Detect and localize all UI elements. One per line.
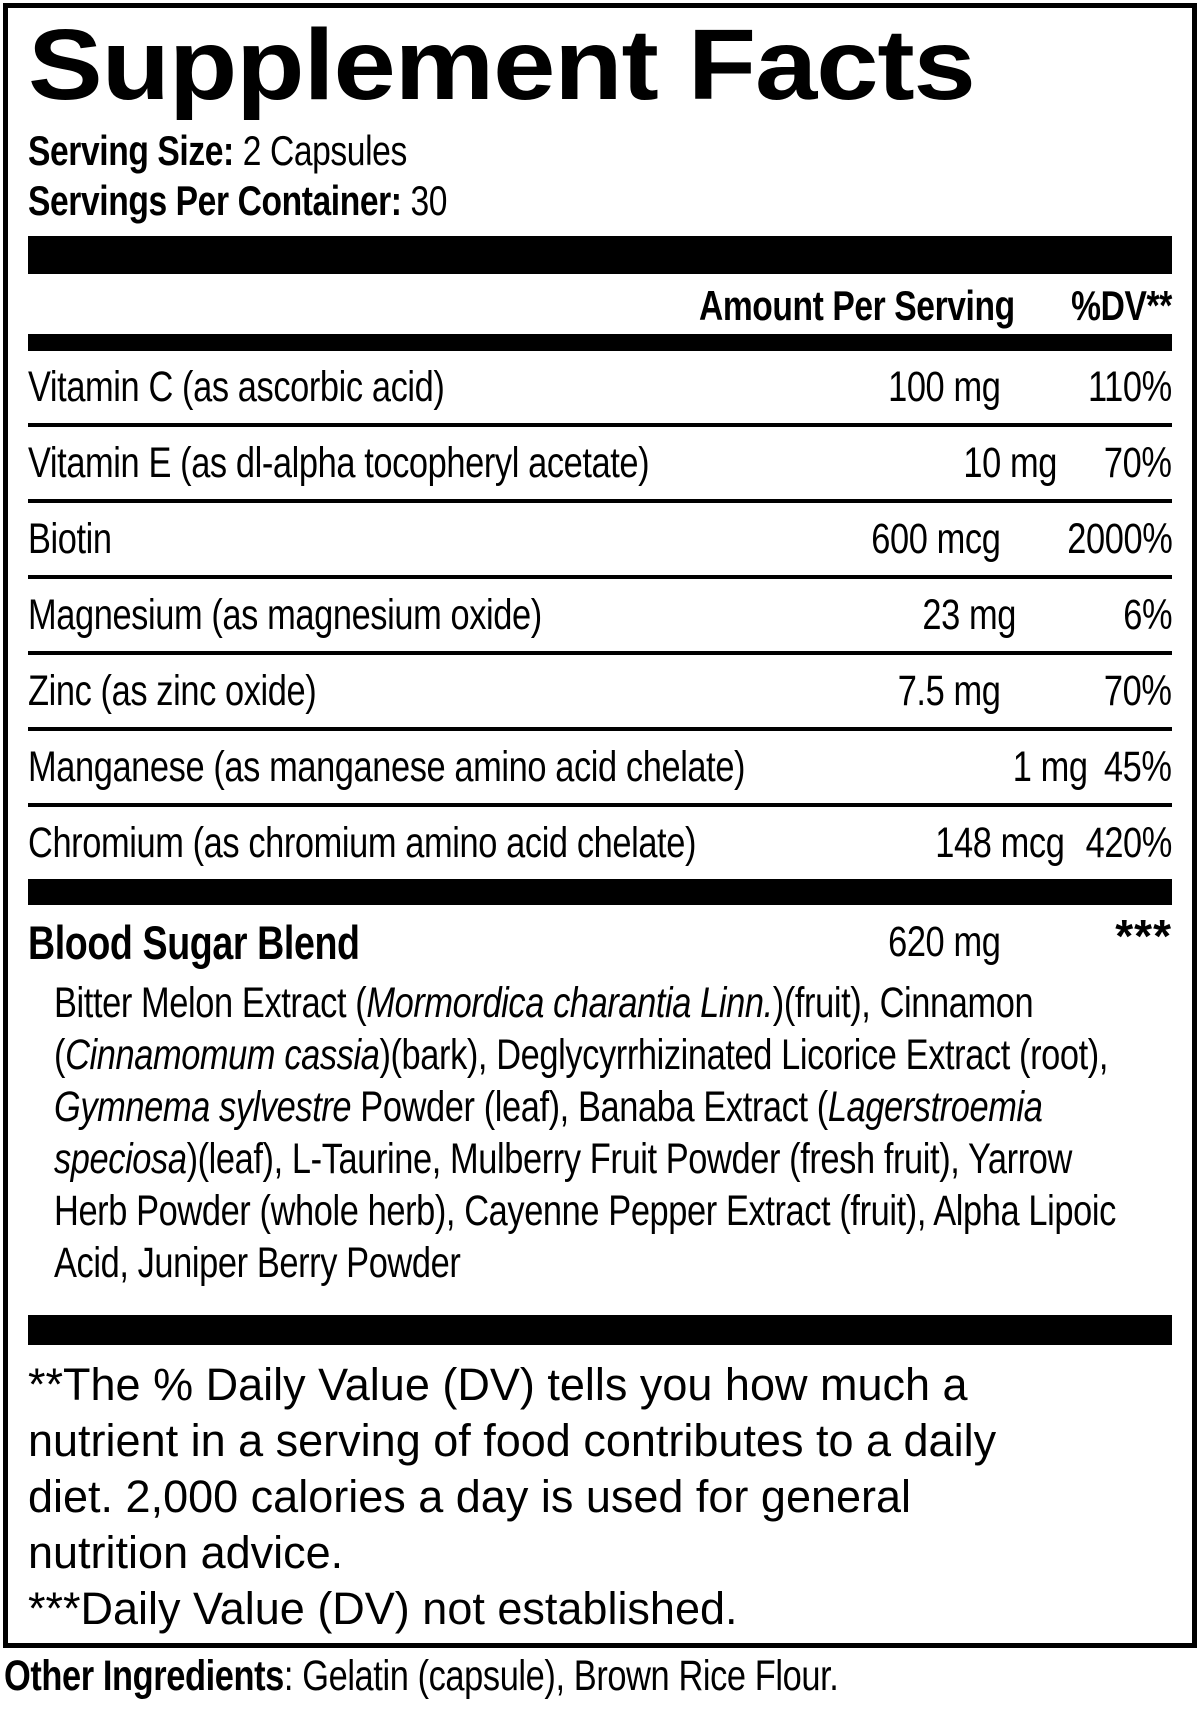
footnote-block [28,1357,1172,1637]
nutrient-table [28,351,1172,879]
page-title-text: Supplement Facts [28,9,975,121]
nutrient-name: Zinc (as zinc oxide) [28,666,317,715]
serving-size-label: Serving Size: [28,127,234,174]
divider-bar-top [28,236,1172,274]
nutrient-name: Magnesium (as magnesium oxide) [28,590,542,639]
footnote-line: ***Daily Value (DV) not established. [28,1583,738,1634]
nutrient-amount: 1 mg [1012,742,1088,791]
dv-column-header: %DV** [1071,282,1172,329]
nutrient-row [28,351,1172,423]
page-title [28,8,1172,121]
nutrient-amount: 148 mcg [934,818,1065,867]
nutrient-amount: 100 mg [887,362,1000,411]
ingredient-text: Bitter Melon Extract ( [54,979,367,1027]
divider-bar-header [28,334,1172,351]
blend-amount: 620 mg [887,917,1000,966]
serving-size-value: 2 Capsules [242,127,407,174]
nutrient-row [28,803,1172,879]
blend-header-row [28,911,1172,973]
nutrient-name: Chromium (as chromium amino acid chelate) [28,818,697,867]
nutrient-amount: 10 mg [963,438,1058,487]
botanical-name: Lagerstroemia speciosa [54,1083,1043,1183]
divider-bar-blend [28,879,1172,905]
nutrient-name: Vitamin E (as dl-alpha tocopheryl acetate) [28,438,650,487]
other-ingredients-label: Other Ingredients [4,1652,284,1700]
nutrient-dv: 420% [1085,818,1172,867]
serving-size-line [28,126,1172,176]
footnote-line: diet. 2,000 calories a day is used for general [28,1471,912,1522]
nutrient-amount: 600 mcg [870,514,1000,563]
blend-dv-asterisks: *** [1115,910,1172,962]
footnote-line: nutrient in a serving of food contributes to a daily [28,1415,997,1466]
nutrient-name: Vitamin C (as ascorbic acid) [28,362,445,411]
nutrient-dv: 45% [1104,742,1172,791]
servings-per-container-value: 30 [410,177,448,224]
nutrient-row [28,499,1172,575]
blend-ingredients-paragraph [54,977,1142,1289]
ingredient-text: )(leaf), L-Taurine, Mulberry Fruit Powder (fresh fruit), Yarrow Herb Powder (whole herb), Cayenne Pepper Extract (fruit), Alpha Lipoic Acid, Juniper Berry Powder [54,1135,1116,1287]
nutrient-row [28,423,1172,499]
nutrient-amount: 23 mg [922,590,1016,639]
blend-name: Blood Sugar Blend [28,915,360,969]
footnote-line: **The % Daily Value (DV) tells you how much a [28,1359,968,1410]
nutrient-dv: 70% [1104,438,1172,487]
nutrient-row [28,727,1172,803]
servings-per-container-line [28,176,1172,226]
nutrient-name: Manganese (as manganese amino acid chelate) [28,742,746,791]
ingredient-text: Powder (leaf), Banaba Extract ( [351,1083,828,1131]
other-ingredients-value: : Gelatin (capsule), Brown Rice Flour. [283,1652,839,1700]
botanical-name: Cinnamomum cassia [65,1031,380,1079]
other-ingredients-line [4,1650,1047,1702]
amount-column-header: Amount Per Serving [698,282,1015,329]
nutrient-dv: 2000% [1066,514,1172,563]
table-header-row [28,274,1172,334]
divider-bar-footnote [28,1315,1172,1345]
supplement-facts-panel [3,3,1197,1648]
nutrient-name: Biotin [28,514,112,563]
nutrient-amount: 7.5 mg [897,666,1000,715]
nutrient-dv: 6% [1123,590,1172,639]
nutrient-row [28,575,1172,651]
nutrient-dv: 110% [1088,362,1172,411]
botanical-name: Mormordica charantia Linn. [366,979,773,1027]
servings-per-container-label: Servings Per Container: [28,177,402,224]
botanical-name: Gymnema sylvestre [54,1083,352,1131]
footnote-line: nutrition advice. [28,1527,344,1578]
ingredient-text: )(bark), Deglycyrrhizinated Licorice Extract (root), [379,1031,1108,1079]
serving-info [28,126,1172,226]
nutrient-dv: 70% [1104,666,1172,715]
nutrient-row [28,651,1172,727]
ingredient-text: )(fruit), Cinnamon ( [54,979,1034,1079]
